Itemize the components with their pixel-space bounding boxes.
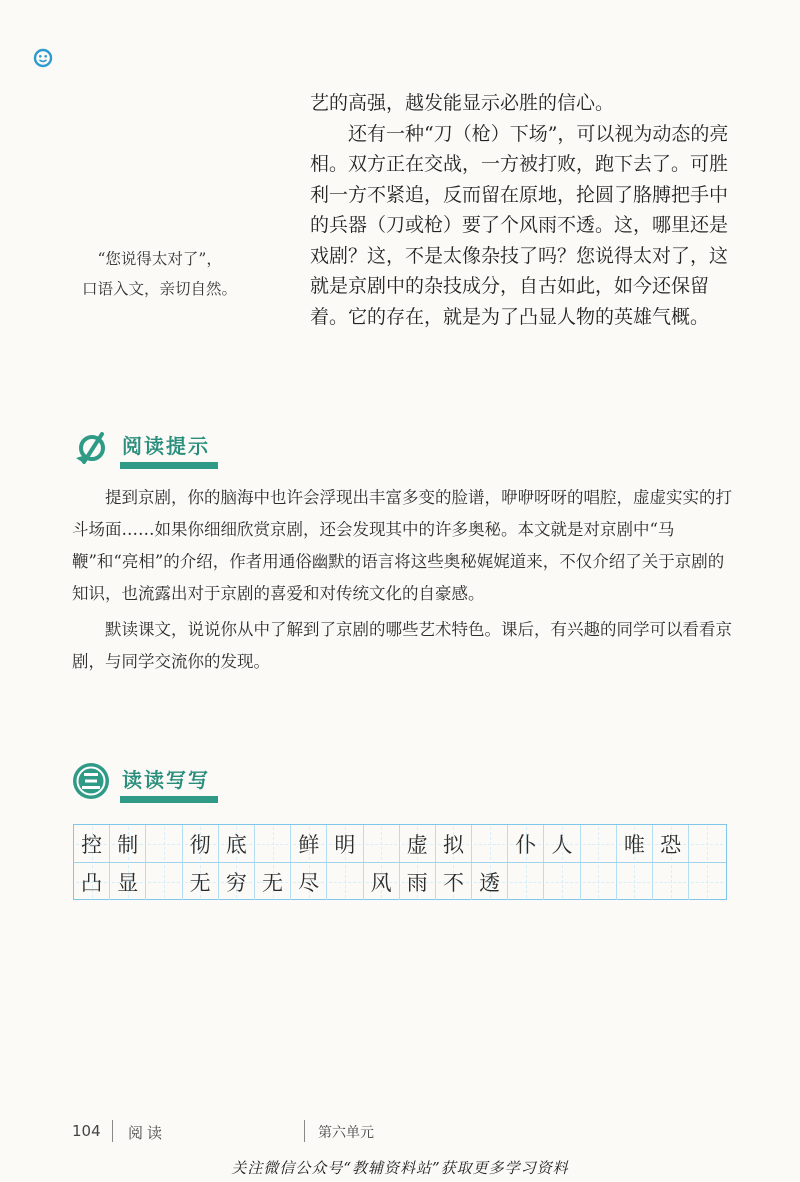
smiley-icon: [33, 48, 53, 68]
grid-row: [74, 825, 726, 862]
grid-cell: [364, 825, 400, 862]
reading-tip-title: 阅读提示: [122, 434, 210, 458]
grid-row: [74, 862, 726, 900]
grid-cell: 唯: [617, 825, 653, 862]
page-footer: [72, 1120, 472, 1146]
grid-cell: 无: [183, 863, 219, 900]
grid-cell: 无: [255, 863, 291, 900]
footer-divider: [304, 1120, 305, 1142]
grid-cell: 彻: [183, 825, 219, 862]
grid-cell: 人: [544, 825, 580, 862]
grid-cell: 恐: [653, 825, 689, 862]
grid-cell: 底: [219, 825, 255, 862]
grid-cell: [544, 863, 580, 900]
grid-cell: [327, 863, 363, 900]
title-underline: [120, 796, 218, 803]
grid-cell: 穷: [219, 863, 255, 900]
grid-cell: 透: [472, 863, 508, 900]
grid-cell: [689, 863, 725, 900]
watermark-text: 关注微信公众号“教辅资料站”获取更多学习资料: [231, 1159, 569, 1177]
grid-cell: [472, 825, 508, 862]
footer-section: 阅读: [128, 1124, 167, 1142]
side-note-line: 口语入文，亲切自然。: [82, 280, 238, 298]
grid-cell: 显: [110, 863, 146, 900]
title-underline: [120, 462, 218, 469]
grid-cell: 拟: [436, 825, 472, 862]
grid-cell: 虚: [400, 825, 436, 862]
number-three-icon: [72, 762, 112, 802]
grid-cell: 仆: [508, 825, 544, 862]
main-paragraph: 艺的高强，越发能显示必胜的信心。: [310, 92, 615, 114]
footer-divider: [112, 1120, 113, 1142]
grid-cell: 制: [110, 825, 146, 862]
grid-cell: 风: [364, 863, 400, 900]
grid-cell: [617, 863, 653, 900]
grid-cell: [146, 825, 182, 862]
reading-tip-text: [72, 482, 732, 678]
grid-cell: 尽: [291, 863, 327, 900]
reading-tip-icon: [72, 428, 112, 468]
tip-paragraph: 默读课文，说说你从中了解到了京剧的哪些艺术特色。课后，有兴趣的同学可以看看京剧，与同学交流你的发现。: [72, 620, 732, 671]
grid-cell: [581, 825, 617, 862]
grid-cell: [581, 863, 617, 900]
footer-unit: 第六单元: [318, 1125, 374, 1141]
grid-cell: 不: [436, 863, 472, 900]
tip-paragraph: 提到京剧，你的脑海中也许会浮现出丰富多变的脸谱，咿咿呀呀的唱腔，虚虚实实的打斗场面……如果你细细欣赏京剧，还会发现其中的许多奥秘。本文就是对京剧中“马鞭”和“亮相”的介绍，作者用通俗幽默的语言将这些奥秘娓娓道来，不仅介绍了关于京剧的知识，也流露出对于京剧的喜爱和对传统文化的自豪感。: [72, 488, 732, 603]
grid-cell: [146, 863, 182, 900]
main-paragraph: 还有一种“刀（枪）下场”，可以视为动态的亮相。双方正在交战，一方被打败，跑下去了。可胜利一方不紧追，反而留在原地，抡圆了胳膊把手中的兵器（刀或枪）要了个风雨不透。这，哪里还是戏剧？这，不是太像杂技了吗？您说得太对了，这就是京剧中的杂技成分，自古如此，如今还保留着。它的存在，就是为了凸显人物的英雄气概。: [310, 122, 729, 328]
grid-cell: 雨: [400, 863, 436, 900]
grid-cell: [689, 825, 725, 862]
page-number: 104: [72, 1122, 101, 1140]
grid-cell: [508, 863, 544, 900]
grid-cell: 控: [74, 825, 110, 862]
grid-cell: [653, 863, 689, 900]
main-text: [310, 88, 740, 332]
vocabulary-grid: [73, 824, 727, 900]
grid-cell: [255, 825, 291, 862]
grid-cell: 明: [327, 825, 363, 862]
grid-cell: 凸: [74, 863, 110, 900]
side-note-line: “您说得太对了”，: [97, 250, 222, 268]
read-write-title: 读读写写: [122, 768, 210, 792]
grid-cell: 鲜: [291, 825, 327, 862]
side-note: [82, 244, 282, 304]
